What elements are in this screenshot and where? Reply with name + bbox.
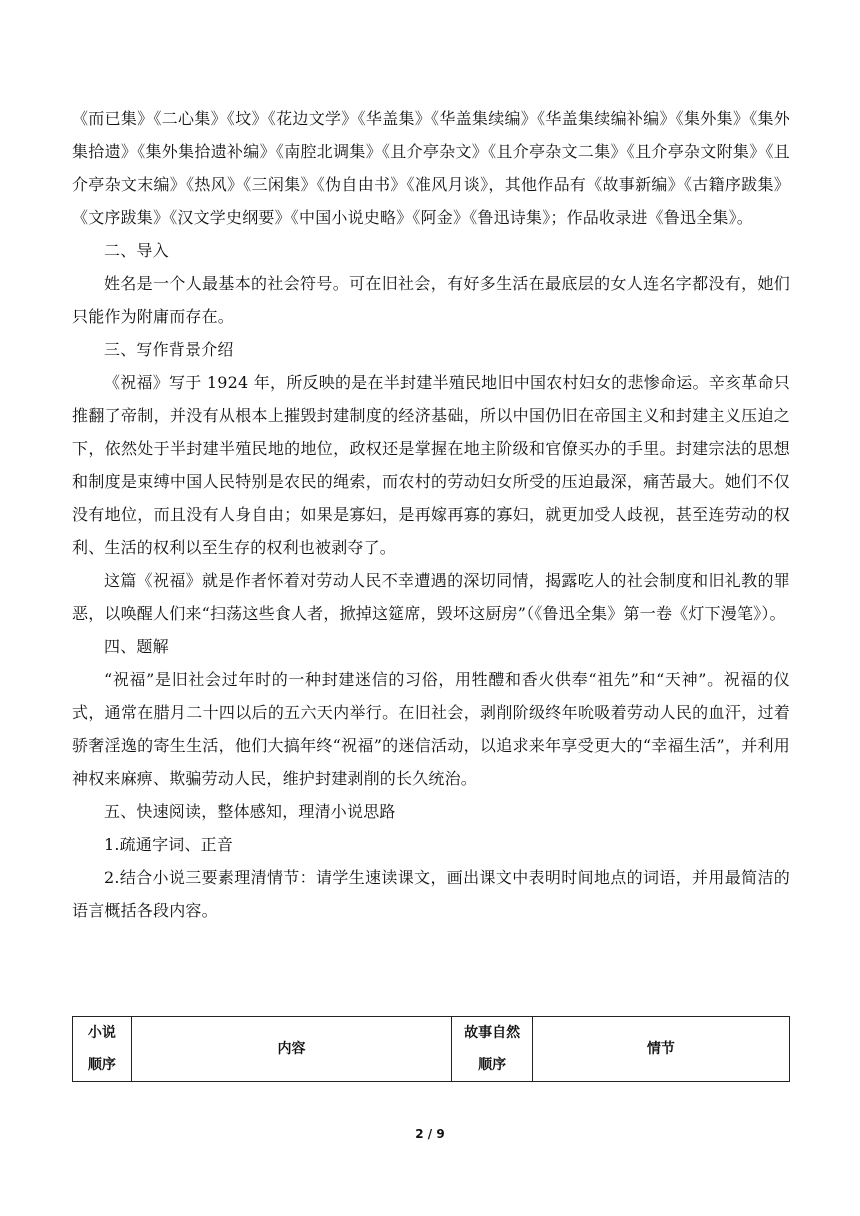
header-story-order: 故事自然 顺序 bbox=[452, 1017, 533, 1082]
step-1-item: 1.疏通字词、正音 bbox=[104, 835, 234, 854]
section-heading-quick-reading: 五、快速阅读，整体感知，理清小说思路 bbox=[104, 802, 396, 821]
intro-paragraph: 姓名是一个人最基本的社会符号。可在旧社会，有好多生活在最底层的女人连名字都没有，她们只能作为附庸而存在。 bbox=[72, 274, 790, 326]
table-header-row bbox=[73, 1017, 790, 1082]
step-2-item: 2.结合小说三要素理清情节：请学生速读课文，画出课文中表明时间地点的词语，并用最简洁的语言概括各段内容。 bbox=[72, 868, 790, 920]
title-explanation-paragraph: “祝福”是旧社会过年时的一种封建迷信的习俗，用牲醴和香火供奉“祖先”和“天神”。祝福的仪式，通常在腊月二十四以后的五六天内举行。在旧社会，剥削阶级终年吮吸着劳动人民的血汗，过着骄奢淫逸的寄生生活，他们大搞年终“祝福”的迷信活动，以追求来年享受更大的“幸福生活”，并利用神权来麻痹、欺骗劳动人民，维护封建剥削的长久统治。 bbox=[72, 670, 790, 788]
background-paragraph: 《祝福》写于 1924 年，所反映的是在半封建半殖民地旧中国农村妇女的悲惨命运。辛亥革命只推翻了帝制，并没有从根本上摧毁封建制度的经济基础，所以中国仍旧在帝国主义和封建主义压迫之下，依然处于半封建半殖民地的地位，政权还是掌握在地主阶级和官僚买办的手里。封建宗法的思想和制度是束缚中国人民特别是农民的绳索，而农村的劳动妇女所受的压迫最深，痛苦最大。她们不仅没有地位，而且没有人身自由；如果是寡妇，是再嫁再寡的寡妇，就更加受人歧视，甚至连劳动的权利、生活的权利以至生存的权利也被剥夺了。 bbox=[72, 373, 790, 557]
document-body bbox=[72, 102, 790, 927]
page-number: 2 / 9 bbox=[415, 1127, 445, 1141]
section-heading-intro: 二、导入 bbox=[104, 241, 169, 260]
header-content: 内容 bbox=[131, 1017, 452, 1082]
section-heading-background: 三、写作背景介绍 bbox=[104, 340, 234, 359]
plot-outline-table bbox=[72, 1016, 790, 1082]
purpose-paragraph: 这篇《祝福》就是作者怀着对劳动人民不幸遭遇的深切同情，揭露吃人的社会制度和旧礼教的罪恶，以唤醒人们来“扫荡这些食人者，掀掉这筵席，毁坏这厨房”（《鲁迅全集》第一卷《灯下漫笔》）。 bbox=[72, 571, 790, 623]
section-heading-title-explanation: 四、题解 bbox=[104, 637, 169, 656]
header-novel-order: 小说 顺序 bbox=[73, 1017, 132, 1082]
works-list-paragraph: 《而已集》《二心集》《坟》《花边文学》《华盖集》《华盖集续编》《华盖集续编补编》《集外集》《集外集拾遗》《集外集拾遗补编》《南腔北调集》《且介亭杂文》《且介亭杂文二集》《且介亭杂文附集》《且介亭杂文末编》《热风》《三闲集》《伪自由书》《准风月谈》，其他作品有《故事新编》《古籍序跋集》《文序跋集》《汉文学史纲要》《中国小说史略》《阿金》《鲁迅诗集》；作品收录进《鲁迅全集》。 bbox=[72, 109, 790, 227]
header-plot: 情节 bbox=[532, 1017, 789, 1082]
